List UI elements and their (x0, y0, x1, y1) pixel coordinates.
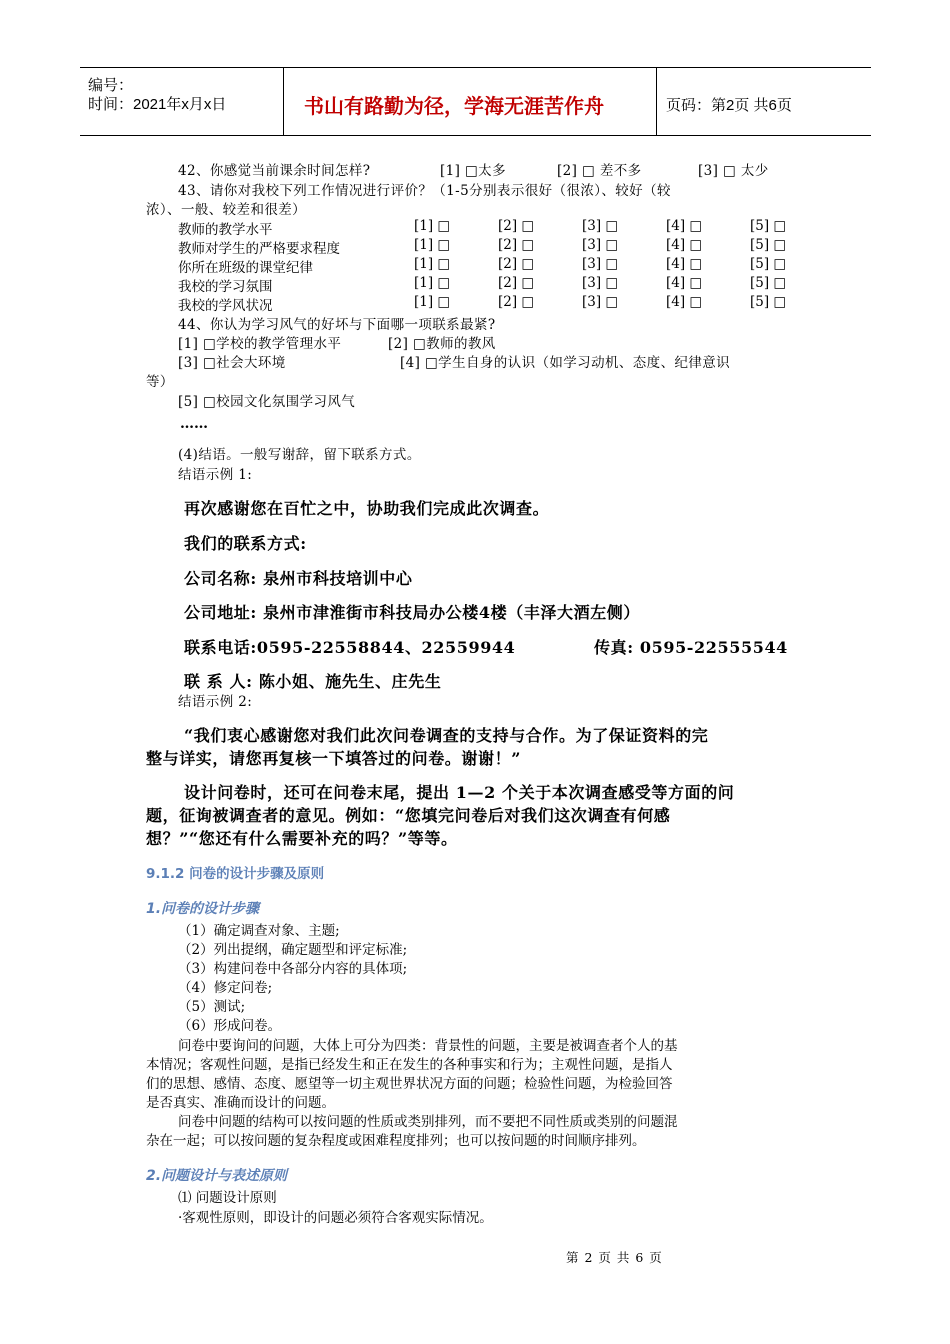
design-note-line-2: 题，征询被调查者的意见。例如：“您填完问卷后对我们这次调查有何感 (146, 806, 671, 825)
rating-option[interactable]: [5] □ (750, 256, 787, 272)
section-title: 9.1.2 问卷的设计步骤及原则 (146, 866, 325, 882)
rating-option[interactable]: [4] □ (666, 218, 703, 234)
paragraph-2-line: 杂在一起；可以按问题的复杂程度或困难程度排列；也可以按问题的时间顺序排列。 (146, 1133, 646, 1149)
rating-option[interactable]: [1] □ (414, 275, 451, 291)
rating-option[interactable]: [1] □ (414, 218, 451, 234)
step-item: （5）测试; (178, 999, 246, 1015)
rating-option[interactable]: [5] □ (750, 218, 787, 234)
q42-option-1[interactable]: [1] □太多 (440, 163, 506, 179)
page-header (80, 67, 871, 136)
step-item: （6）形成问卷。 (178, 1018, 282, 1034)
example-1-label: 结语示例 1: (178, 467, 253, 483)
header-motto-cell (284, 68, 657, 135)
rating-option[interactable]: [2] □ (498, 237, 535, 253)
q44-option-4-cont: 等） (146, 374, 174, 390)
rating-option[interactable]: [2] □ (498, 256, 535, 272)
paragraph-1-line: 本情况；客观性问题，是指已经发生和正在发生的各种事实和行为；主观性问题，是指人 (146, 1057, 673, 1073)
q44-option-2[interactable]: [2] □教师的教风 (388, 336, 496, 352)
rating-option[interactable]: [1] □ (414, 294, 451, 310)
company-name: 公司名称: 泉州市科技培训中心 (184, 569, 413, 588)
rating-option[interactable]: [3] □ (582, 294, 619, 310)
q44-option-3[interactable]: [3] □社会大环境 (178, 355, 286, 371)
rating-option[interactable]: [3] □ (582, 237, 619, 253)
paragraph-1-line: 是否真实、准确而设计的问题。 (146, 1095, 335, 1111)
contact-phone: 联系电话:0595-22558844、22559944 (184, 638, 516, 657)
rating-option[interactable]: [5] □ (750, 237, 787, 253)
rating-option[interactable]: [1] □ (414, 237, 451, 253)
q42-option-3[interactable]: [3] □ 太少 (698, 163, 769, 179)
subsection-2-title: 2.问题设计与表述原则 (146, 1168, 288, 1184)
header-page-cell (657, 68, 871, 135)
header-page-info: 页码：第2页 共6页 (666, 97, 792, 114)
rating-option[interactable]: [3] □ (582, 218, 619, 234)
rating-option[interactable]: [3] □ (582, 275, 619, 291)
q44-option-1[interactable]: [1] □学校的教学管理水平 (178, 336, 342, 352)
thanks-line: 再次感谢您在百忙之中，协助我们完成此次调查。 (184, 499, 550, 518)
step-item: （2）列出提纲，确定题型和评定标准; (178, 942, 408, 958)
design-note-line-1: 设计问卷时，还可在问卷末尾，提出 1—2 个关于本次调查感受等方面的问 (184, 783, 735, 802)
design-note-line-3: 想？”“您还有什么需要补充的吗？”等等。 (146, 829, 458, 848)
rating-option[interactable]: [2] □ (498, 218, 535, 234)
paragraph-1-line: 们的思想、感情、态度、愿望等一切主观世界状况方面的问题；检验性问题，为检验回答 (146, 1076, 673, 1092)
ellipsis: …… (180, 416, 208, 432)
time-label: 时间：2021年x月x日 (88, 96, 227, 113)
rating-option[interactable]: [4] □ (666, 237, 703, 253)
rating-option[interactable]: [2] □ (498, 275, 535, 291)
contact-person: 联 系 人: 陈小姐、施先生、庄先生 (184, 672, 442, 691)
rating-label: 我校的学习氛围 (178, 279, 273, 295)
rating-option[interactable]: [4] □ (666, 294, 703, 310)
page-footer: 第 2 页 共 6 页 (566, 1250, 663, 1265)
principle-title: ⑴ 问题设计原则 (178, 1190, 277, 1206)
paragraph-2-line: 问卷中问题的结构可以按问题的性质或类别排列，而不要把不同性质或类别的问题混 (178, 1114, 678, 1130)
number-label: 编号： (88, 77, 134, 94)
rating-label: 教师对学生的严格要求程度 (178, 241, 340, 257)
rating-option[interactable]: [5] □ (750, 294, 787, 310)
q43-line-1: 43、请你对我校下列工作情况进行评价？（1-5分别表示很好（很浓）、较好（较 (178, 183, 671, 199)
example-2-label: 结语示例 2: (178, 694, 253, 710)
q44-text: 44、你认为学习风气的好坏与下面哪一项联系最紧? (178, 317, 496, 333)
q44-option-4[interactable]: [4] □学生自身的认识（如学习动机、态度、纪律意识 (400, 355, 731, 371)
principle-item: ·客观性原则，即设计的问题必须符合客观实际情况。 (178, 1210, 493, 1226)
rating-option[interactable]: [3] □ (582, 256, 619, 272)
step-item: （3）构建问卷中各部分内容的具体项; (178, 961, 408, 977)
q42-text: 42、你感觉当前课余时间怎样? (178, 163, 371, 179)
contact-title: 我们的联系方式: (184, 534, 307, 553)
rating-label: 你所在班级的课堂纪律 (178, 260, 313, 276)
header-meta (80, 68, 284, 135)
rating-label: 教师的教学水平 (178, 222, 273, 238)
example-2-line-2: 整与详实，请您再复核一下填答过的问卷。谢谢！” (146, 749, 522, 768)
q44-option-5[interactable]: [5] □校园文化氛围学习风气 (178, 394, 356, 410)
rating-option[interactable]: [2] □ (498, 294, 535, 310)
paragraph-1-line: 问卷中要询问的问题，大体上可分为四类：背景性的问题，主要是被调查者个人的基 (178, 1038, 678, 1054)
rating-option[interactable]: [4] □ (666, 275, 703, 291)
q42-option-2[interactable]: [2] □ 差不多 (557, 163, 642, 179)
header-motto: 书山有路勤为径，学海无涯苦作舟 (304, 94, 604, 118)
rating-label: 我校的学风状况 (178, 298, 273, 314)
contact-fax: 传真: 0595-22555544 (594, 638, 788, 657)
closing-intro: (4)结语。一般写谢辞，留下联系方式。 (178, 447, 421, 463)
rating-option[interactable]: [4] □ (666, 256, 703, 272)
rating-option[interactable]: [5] □ (750, 275, 787, 291)
company-address: 公司地址: 泉州市津淮街市科技局办公楼4楼（丰泽大酒左侧） (184, 603, 641, 622)
example-2-line-1: “我们衷心感谢您对我们此次问卷调查的支持与合作。为了保证资料的完 (184, 726, 709, 745)
rating-option[interactable]: [1] □ (414, 256, 451, 272)
q43-line-2: 浓）、一般、较差和很差） (146, 202, 307, 218)
step-item: （1）确定调查对象、主题; (178, 923, 340, 939)
step-item: （4）修定问卷; (178, 980, 273, 996)
subsection-1-title: 1.问卷的设计步骤 (146, 901, 260, 917)
